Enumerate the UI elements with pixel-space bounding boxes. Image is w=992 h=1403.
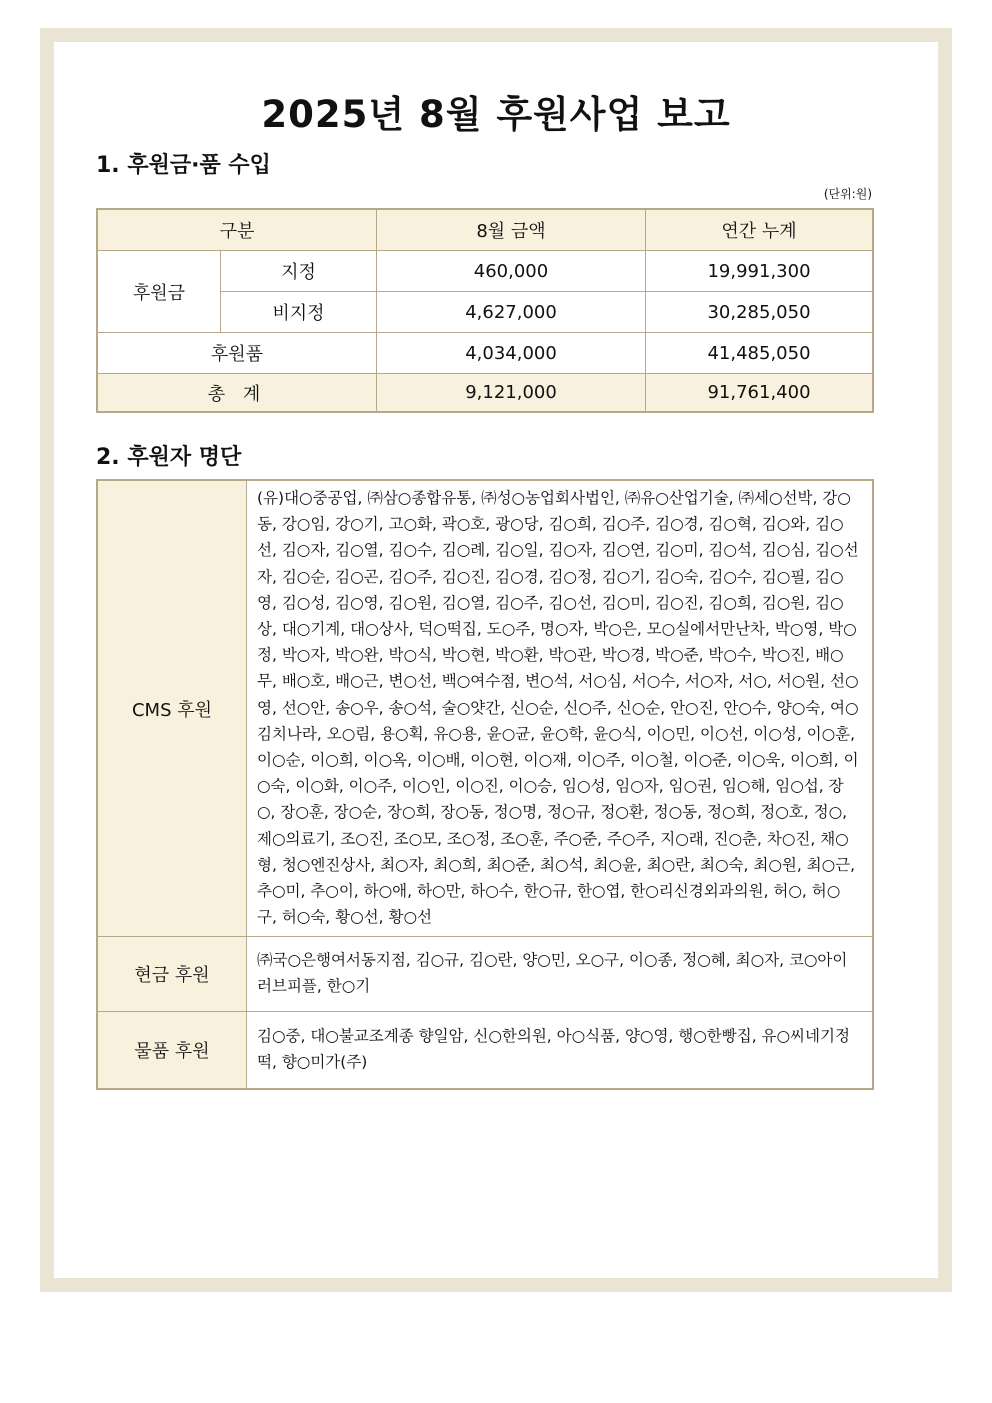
donation-label: 후원금 bbox=[97, 251, 221, 333]
donor-row-cms bbox=[97, 480, 873, 937]
unit-label: (단위:원) bbox=[823, 187, 872, 201]
header-category: 구분 bbox=[97, 209, 377, 251]
donor-row-goods bbox=[97, 1012, 873, 1090]
report-title: 2025년 8월 후원사업 보고 bbox=[261, 93, 731, 136]
donor-names: ㈜국○은행여서동지점, 김○규, 김○란, 양○민, 오○구, 이○종, 정○혜, 최○자, 코○아이러브피플, 한○기 bbox=[247, 937, 874, 1012]
total-annual: 91,761,400 bbox=[646, 374, 874, 413]
income-header-row bbox=[97, 209, 873, 251]
total-month: 9,121,000 bbox=[377, 374, 646, 413]
goods-annual: 41,485,050 bbox=[646, 333, 874, 374]
table-row bbox=[97, 251, 873, 292]
donor-names: 김○중, 대○불교조계종 향일암, 신○한의원, 아○식품, 양○영, 행○한빵집, 유○씨네기정떡, 향○미가(주) bbox=[247, 1012, 874, 1090]
row-label: 지정 bbox=[221, 251, 377, 292]
section1-heading: 1. 후원금·품 수입 bbox=[96, 153, 271, 178]
total-row bbox=[97, 374, 873, 413]
row-month: 460,000 bbox=[377, 251, 646, 292]
total-label: 총 계 bbox=[97, 374, 377, 413]
row-month: 4,627,000 bbox=[377, 292, 646, 333]
donor-row-cash bbox=[97, 937, 873, 1012]
row-annual: 30,285,050 bbox=[646, 292, 874, 333]
row-label: 비지정 bbox=[221, 292, 377, 333]
header-annual: 연간 누계 bbox=[646, 209, 874, 251]
income-table bbox=[96, 208, 874, 413]
donor-category-label: 물품 후원 bbox=[97, 1012, 247, 1090]
donor-table bbox=[96, 479, 874, 1090]
donor-category-label: 현금 후원 bbox=[97, 937, 247, 1012]
table-row bbox=[97, 333, 873, 374]
section2-heading: 2. 후원자 명단 bbox=[96, 445, 242, 470]
row-annual: 19,991,300 bbox=[646, 251, 874, 292]
header-month: 8월 금액 bbox=[377, 209, 646, 251]
goods-month: 4,034,000 bbox=[377, 333, 646, 374]
donor-category-label: CMS 후원 bbox=[97, 480, 247, 937]
donor-names: (유)대○중공업, ㈜삼○종합유통, ㈜성○농업회사법인, ㈜유○산업기술, ㈜세○선박, 강○동, 강○임, 강○기, 고○화, 곽○호, 광○당, 김○희, 김○주, 김○경, 김○혁, 김○와, 김○선, 김○자, 김○열, 김○수, 김○례, 김○일, 김○자, 김○연, 김○미, 김○석, 김○심, 김○선자, 김○순, 김○곤, 김○주, 김○진, 김○경, 김○정, 김○기, 김○숙, 김○수, 김○필, 김○영, 김○성, 김○영, 김○원, 김○열, 김○주, 김○선, 김○미, 김○진, 김○희, 김○원, 김○상, 대○기계, 대○상사, 덕○떡집, 도○주, 명○자, 박○은, 모○실에서만난차, 박○영, 박○정, 박○자, 박○완, 박○식, 박○현, 박○환, 박○관, 박○경, 박○준, 박○수, 박○진, 배○무, 배○호, 배○근, 변○선, 백○여수점, 변○석, 서○심, 서○수, 서○자, 서○, 서○원, 선○영, 선○안, 송○우, 송○석, 술○얏간, 신○순, 신○주, 신○순, 안○진, 안○수, 양○숙, 여○김치나라, 오○림, 용○획, 유○용, 윤○균, 윤○학, 윤○식, 이○민, 이○선, 이○성, 이○훈, 이○순, 이○희, 이○옥, 이○배, 이○현, 이○재, 이○주, 이○철, 이○준, 이○욱, 이○희, 이○숙, 이○화, 이○주, 이○인, 이○진, 이○승, 임○성, 임○자, 임○권, 임○해, 임○섭, 장○, 장○훈, 장○순, 장○희, 장○동, 정○명, 정○규, 정○환, 정○동, 정○희, 정○호, 정○, 제○의료기, 조○진, 조○모, 조○정, 조○훈, 주○준, 주○주, 지○래, 진○춘, 차○진, 채○형, 청○엔진상사, 최○자, 최○희, 최○준, 최○석, 최○윤, 최○란, 최○숙, 최○원, 최○근, 추○미, 추○이, 하○애, 하○만, 하○수, 한○규, 한○엽, 한○리신경외과의원, 허○, 허○구, 허○숙, 황○선, 황○선 bbox=[247, 480, 874, 937]
goods-label: 후원품 bbox=[97, 333, 377, 374]
